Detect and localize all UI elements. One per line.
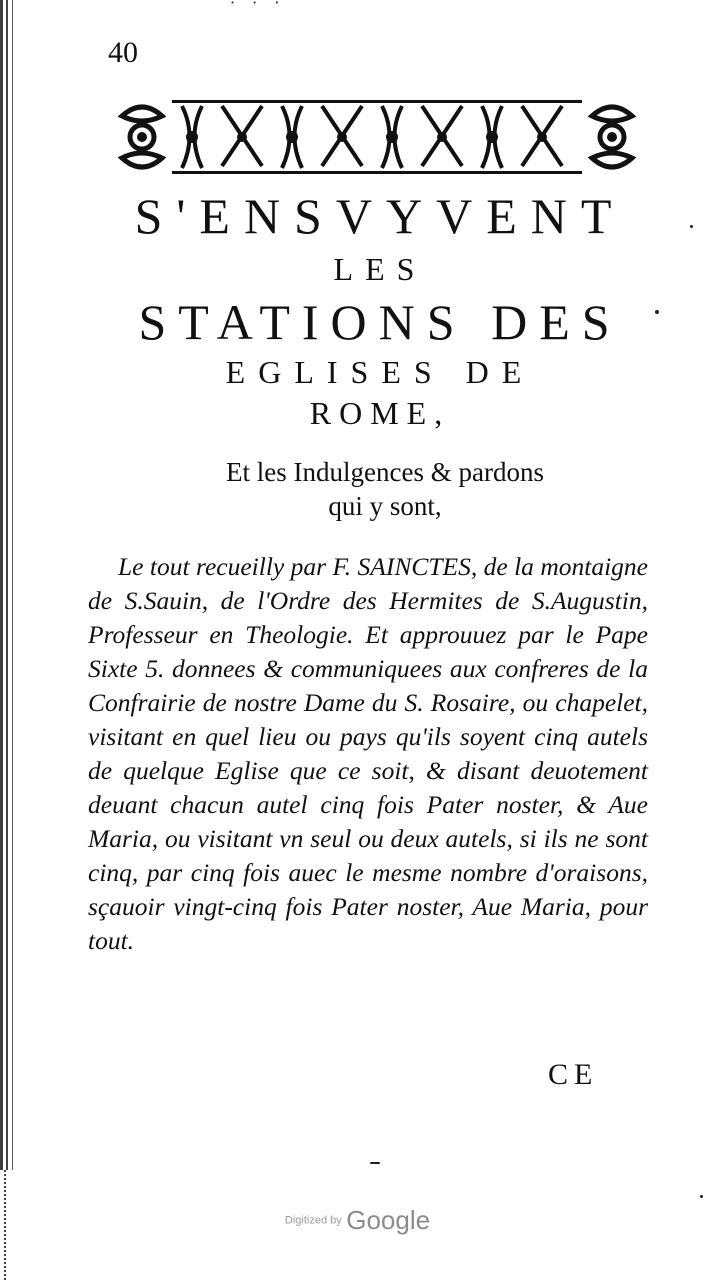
title-line-2: LES xyxy=(333,251,427,287)
title-line-4: EGLISES DE xyxy=(225,354,535,390)
title-line-3: STATIONS DES xyxy=(138,294,622,350)
subtitle-line-1: Et les Indulgences & pardons xyxy=(226,457,544,487)
catchword: CE xyxy=(548,1058,599,1091)
top-scrawl: · · · xyxy=(230,0,286,10)
title-block xyxy=(90,188,670,434)
google-logo: Google xyxy=(346,1205,431,1235)
digitized-label: Digitized by xyxy=(284,1214,342,1227)
ornament-border xyxy=(112,96,642,178)
subtitle xyxy=(90,455,680,523)
title-line-1: S'ENSVYVENT xyxy=(134,188,626,244)
digitized-watermark xyxy=(0,1205,715,1236)
ink-speck xyxy=(370,1162,380,1164)
page-number: 40 xyxy=(108,36,138,69)
title-line-5: ROME, xyxy=(309,395,451,431)
ink-speck xyxy=(700,1195,703,1198)
ink-speck xyxy=(655,310,659,314)
subtitle-line-2: qui y sont, xyxy=(328,491,442,521)
ink-speck xyxy=(690,225,693,228)
body-paragraph: Le tout recueilly par F. SAINCTES, de la montaigne de S.Sauin, de l'Ordre des Hermites de S.Augustin, Professeur en Theologie. Et approuuez par le Pape Sixte 5. donnees & communiquees aux confreres de la Confrairie de nostre Dame du S. Rosaire, ou chapelet, visitant en quel lieu ou pays qu'ils soyent cinq autels de quelque Eglise que ce soit, & disant deuotement deuant chacun autel cinq fois Pater noster, & Aue Maria, ou visitant vn seul ou deux autels, si ils ne sont cinq, par cinq fois auec le mesme nombre d'oraisons, sçauoir vingt-cinq fois Pater noster, Aue Maria, pour tout. xyxy=(88,552,648,955)
binding-edge xyxy=(0,0,22,1170)
